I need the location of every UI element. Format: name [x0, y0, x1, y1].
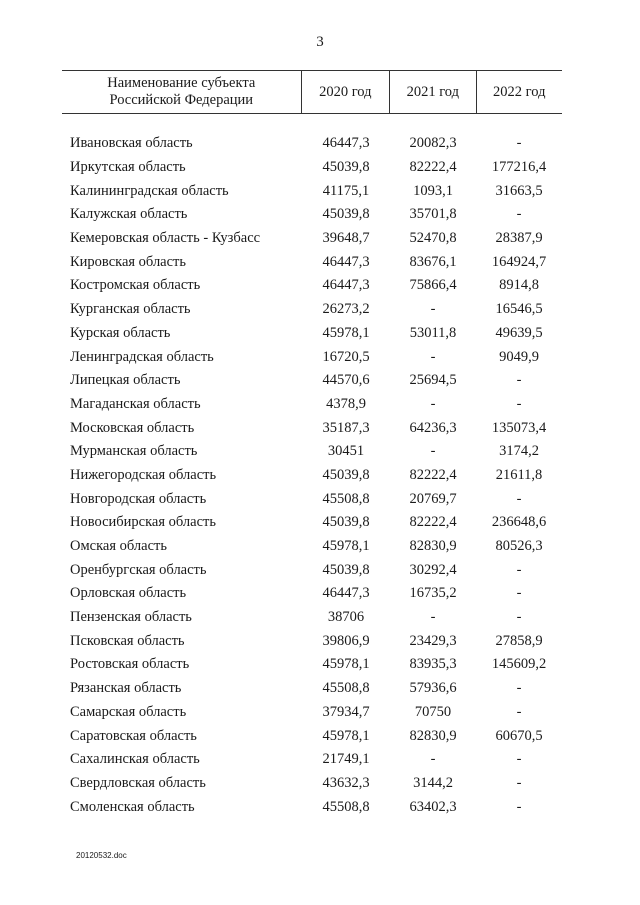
value-2022: 8914,8: [499, 277, 539, 294]
table-row: [62, 724, 562, 748]
value-2022: 16546,5: [495, 301, 543, 318]
value-2020: 46447,3: [322, 253, 370, 270]
table-row: [62, 132, 562, 156]
value-2022: 27858,9: [495, 632, 543, 649]
value-2021: 75866,4: [409, 277, 457, 294]
value-2021: 82222,4: [409, 466, 457, 483]
value-2022: 28387,9: [495, 230, 543, 247]
value-2020: 45508,8: [322, 490, 370, 507]
region-name: Курская область: [70, 324, 171, 341]
value-2022: -: [516, 135, 522, 152]
table-row: [62, 629, 562, 653]
region-name: Сахалинская область: [70, 751, 200, 768]
value-2022: -: [516, 680, 522, 697]
table-row: [62, 701, 562, 725]
value-2022: -: [516, 561, 522, 578]
value-2020: 41175,1: [322, 182, 370, 199]
region-name: Рязанская область: [70, 680, 182, 697]
table-row: [62, 511, 562, 535]
region-name: Липецкая область: [70, 372, 181, 389]
table-row: [62, 250, 562, 274]
value-2021: 70750: [414, 703, 452, 720]
value-2021: 57936,6: [409, 680, 457, 697]
table-row: [62, 274, 562, 298]
value-2021: -: [430, 395, 436, 412]
table-row: [62, 203, 562, 227]
table-row: [62, 227, 562, 251]
value-2020: 45039,8: [322, 206, 370, 223]
value-2022: 236648,6: [491, 514, 547, 531]
table-body: [62, 132, 562, 819]
value-2020: 45508,8: [322, 798, 370, 815]
value-2022: 80526,3: [495, 538, 543, 555]
region-name: Мурманская область: [70, 443, 198, 460]
region-name: Псковская область: [70, 632, 185, 649]
value-2022: 135073,4: [491, 419, 547, 436]
value-2021: 3144,2: [413, 774, 453, 791]
value-2022: 21611,8: [495, 466, 543, 483]
page-number: 3: [316, 34, 324, 50]
region-name: Оренбургская область: [70, 561, 207, 578]
value-2021: 83935,3: [409, 656, 457, 673]
table-row: [62, 179, 562, 203]
header-2022: 2022 год: [476, 71, 562, 113]
value-2021: 63402,3: [409, 798, 457, 815]
value-2020: 38706: [327, 609, 365, 626]
value-2022: -: [516, 490, 522, 507]
value-2020: 45978,1: [322, 538, 370, 555]
value-2020: 37934,7: [322, 703, 370, 720]
value-2021: -: [430, 609, 436, 626]
table-row: [62, 345, 562, 369]
value-2022: -: [516, 798, 522, 815]
value-2020: 45978,1: [322, 324, 370, 341]
value-2022: -: [516, 774, 522, 791]
table-row: [62, 464, 562, 488]
header-name-line1: Наименование субъекта: [107, 75, 256, 91]
value-2020: 39648,7: [322, 230, 370, 247]
value-2022: -: [516, 585, 522, 602]
value-2022: -: [516, 395, 522, 412]
value-2021: 52470,8: [409, 230, 457, 247]
value-2020: 45508,8: [322, 680, 370, 697]
table-row: [62, 772, 562, 796]
value-2021: -: [430, 443, 436, 460]
region-name: Самарская область: [70, 703, 187, 720]
table-row: [62, 156, 562, 180]
value-2021: 82222,4: [409, 514, 457, 531]
header-region-name: [62, 71, 301, 113]
document-filename: 20120532.doc: [76, 851, 127, 860]
value-2022: 60670,5: [495, 727, 543, 744]
value-2020: 46447,3: [322, 277, 370, 294]
value-2022: 177216,4: [491, 159, 547, 176]
value-2020: 45039,8: [322, 159, 370, 176]
table-row: [62, 440, 562, 464]
value-2021: -: [430, 301, 436, 318]
region-name: Орловская область: [70, 585, 187, 602]
table-row: [62, 582, 562, 606]
table-row: [62, 653, 562, 677]
table-row: [62, 298, 562, 322]
table-row: [62, 487, 562, 511]
value-2021: 16735,2: [409, 585, 457, 602]
value-2020: 39806,9: [322, 632, 370, 649]
region-name: Ленинградская область: [70, 348, 214, 365]
region-name: Свердловская область: [70, 774, 206, 791]
value-2021: 25694,5: [409, 372, 457, 389]
value-2021: 82222,4: [409, 159, 457, 176]
table-row: [62, 558, 562, 582]
value-2021: 20769,7: [409, 490, 457, 507]
table-row: [62, 393, 562, 417]
header-name-line2: Российской Федерации: [109, 92, 254, 108]
value-2021: 53011,8: [409, 324, 457, 341]
value-2021: -: [430, 348, 436, 365]
value-2021: 1093,1: [413, 182, 453, 199]
table-row: [62, 606, 562, 630]
value-2021: -: [430, 751, 436, 768]
value-2021: 35701,8: [409, 206, 457, 223]
value-2022: -: [516, 206, 522, 223]
region-name: Курганская область: [70, 301, 191, 318]
value-2021: 82830,9: [409, 538, 457, 555]
table-row: [62, 322, 562, 346]
value-2022: -: [516, 372, 522, 389]
table-row: [62, 677, 562, 701]
value-2021: 82830,9: [409, 727, 457, 744]
region-name: Нижегородская область: [70, 466, 217, 483]
region-name: Смоленская область: [70, 798, 195, 815]
value-2020: 45039,8: [322, 561, 370, 578]
table-row: [62, 369, 562, 393]
value-2020: 46447,3: [322, 585, 370, 602]
table-row: [62, 795, 562, 819]
header-2021: 2021 год: [389, 71, 475, 113]
value-2022: 49639,5: [495, 324, 543, 341]
region-name: Ростовская область: [70, 656, 190, 673]
value-2022: 9049,9: [499, 348, 539, 365]
value-2021: 20082,3: [409, 135, 457, 152]
value-2022: -: [516, 703, 522, 720]
value-2020: 30451: [327, 443, 365, 460]
value-2022: -: [516, 751, 522, 768]
value-2020: 45039,8: [322, 514, 370, 531]
value-2021: 23429,3: [409, 632, 457, 649]
value-2022: 164924,7: [491, 253, 547, 270]
value-2020: 4378,9: [326, 395, 366, 412]
subsidy-table: [62, 70, 562, 819]
region-name: Саратовская область: [70, 727, 197, 744]
value-2020: 45978,1: [322, 656, 370, 673]
value-2021: 30292,4: [409, 561, 457, 578]
region-name: Ивановская область: [70, 135, 193, 152]
region-name: Пензенская область: [70, 609, 192, 626]
value-2022: 31663,5: [495, 182, 543, 199]
value-2020: 45039,8: [322, 466, 370, 483]
region-name: Московская область: [70, 419, 195, 436]
value-2020: 35187,3: [322, 419, 370, 436]
region-name: Иркутская область: [70, 159, 186, 176]
value-2022: -: [516, 609, 522, 626]
value-2022: 145609,2: [491, 656, 547, 673]
value-2020: 45978,1: [322, 727, 370, 744]
value-2020: 44570,6: [322, 372, 370, 389]
region-name: Омская область: [70, 538, 167, 555]
value-2020: 21749,1: [322, 751, 370, 768]
value-2020: 16720,5: [322, 348, 370, 365]
region-name: Кировская область: [70, 253, 187, 270]
value-2020: 43632,3: [322, 774, 370, 791]
region-name: Калужская область: [70, 206, 188, 223]
header-2020: 2020 год: [301, 71, 389, 113]
region-name: Калининградская область: [70, 182, 229, 199]
table-row: [62, 748, 562, 772]
table-row: [62, 535, 562, 559]
table-header: [62, 70, 562, 114]
region-name: Новосибирская область: [70, 514, 216, 531]
value-2021: 64236,3: [409, 419, 457, 436]
value-2020: 46447,3: [322, 135, 370, 152]
value-2020: 26273,2: [322, 301, 370, 318]
table-row: [62, 416, 562, 440]
region-name: Магаданская область: [70, 395, 201, 412]
value-2022: 3174,2: [499, 443, 539, 460]
region-name: Костромская область: [70, 277, 201, 294]
value-2021: 83676,1: [409, 253, 457, 270]
region-name: Кемеровская область - Кузбасс: [70, 230, 261, 247]
region-name: Новгородская область: [70, 490, 207, 507]
